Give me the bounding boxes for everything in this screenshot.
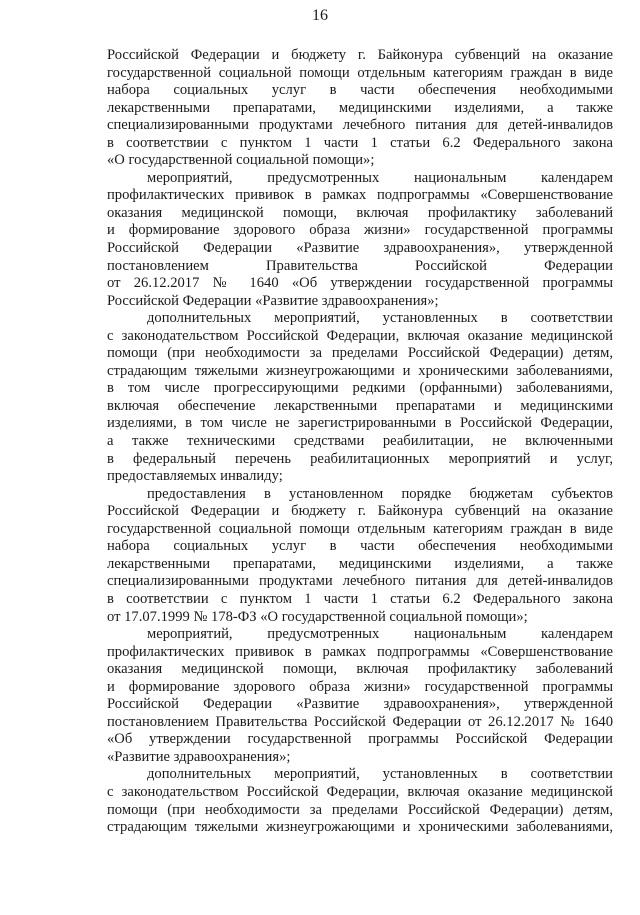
text-line: а также техническими средствами реабилитации, не включенными bbox=[107, 433, 613, 450]
text-line: и формирование здорового образа жизни» государственной программы bbox=[107, 222, 613, 239]
text-line: Российской Федерации «Развитие здравоохранения», утвержденной bbox=[107, 240, 613, 257]
text-line: помощи (при необходимости за пределами Российской Федерации) детям, bbox=[107, 345, 613, 362]
text-line: изделиями, в том числе не зарегистрированными в Российской Федерации, bbox=[107, 415, 613, 432]
text-line: с законодательством Российской Федерации, включая оказание медицинской bbox=[107, 327, 613, 344]
text-line: оказания медицинской помощи, включая профилактику заболеваний bbox=[107, 661, 613, 678]
page-number: 16 bbox=[312, 7, 328, 24]
text-line: помощи (при необходимости за пределами Российской Федерации) детям, bbox=[107, 801, 613, 818]
text-line: Российской Федерации «Развитие здравоохранения»; bbox=[107, 292, 439, 309]
text-line: Российской Федерации «Развитие здравоохранения», утвержденной bbox=[107, 696, 613, 713]
text-line: профилактических прививок в рамках подпрограммы «Совершенствование bbox=[107, 643, 613, 660]
text-line: предоставления в установленном порядке бюджетам субъектов bbox=[147, 485, 613, 502]
text-line: в соответствии с пунктом 1 части 1 статьи 6.2 Федерального закона bbox=[107, 134, 613, 151]
paragraph bbox=[107, 310, 613, 485]
paragraph bbox=[107, 486, 613, 626]
text-line: от 17.07.1999 № 178-ФЗ «О государственной социальной помощи»; bbox=[107, 608, 528, 625]
paragraph bbox=[107, 766, 613, 836]
text-line: от 26.12.2017 № 1640 «Об утверждении государственной программы bbox=[107, 275, 613, 292]
text-line: страдающим тяжелыми жизнеугрожающими и хроническими заболеваниями, bbox=[107, 819, 613, 836]
text-line: и формирование здорового образа жизни» государственной программы bbox=[107, 678, 613, 695]
text-line: мероприятий, предусмотренных национальным календарем bbox=[147, 626, 613, 643]
text-line: дополнительных мероприятий, установленных в соответствии bbox=[147, 766, 613, 783]
text-line: профилактических прививок в рамках подпрограммы «Совершенствование bbox=[107, 187, 613, 204]
text-line: постановлением Правительства Российской Федерации bbox=[107, 257, 613, 274]
text-line: в том числе прогрессирующими редкими (орфанными) заболеваниями, bbox=[107, 380, 613, 397]
text-line: лекарственными препаратами, медицинскими изделиями, а также bbox=[107, 99, 613, 116]
text-line: постановлением Правительства Российской Федерации от 26.12.2017 № 1640 bbox=[107, 713, 613, 730]
text-line: набора социальных услуг в части обеспечения необходимыми bbox=[107, 538, 613, 555]
text-line: оказания медицинской помощи, включая профилактику заболеваний bbox=[107, 204, 613, 221]
text-line: «О государственной социальной помощи»; bbox=[107, 152, 375, 169]
text-line: лекарственными препаратами, медицинскими изделиями, а также bbox=[107, 555, 613, 572]
paragraph bbox=[107, 626, 613, 766]
text-line: набора социальных услуг в части обеспечения необходимыми bbox=[107, 82, 613, 99]
text-line: государственной социальной помощи отдельным категориям граждан в виде bbox=[107, 64, 613, 81]
text-line: специализированными продуктами лечебного питания для детей-инвалидов bbox=[107, 573, 613, 590]
text-line: специализированными продуктами лечебного питания для детей-инвалидов bbox=[107, 117, 613, 134]
text-line: в федеральный перечень реабилитационных мероприятий и услуг, bbox=[107, 450, 613, 467]
text-line: с законодательством Российской Федерации, включая оказание медицинской bbox=[107, 783, 613, 800]
paragraph bbox=[107, 47, 613, 170]
text-line: Российской Федерации и бюджету г. Байконура субвенций на оказание bbox=[107, 47, 613, 63]
document-body bbox=[107, 47, 613, 837]
text-line: «Развитие здравоохранения»; bbox=[107, 748, 291, 765]
text-line: дополнительных мероприятий, установленных в соответствии bbox=[147, 310, 613, 327]
text-line: Российской Федерации и бюджету г. Байконура субвенций на оказание bbox=[107, 503, 613, 520]
text-line: государственной социальной помощи отдельным категориям граждан в виде bbox=[107, 520, 613, 537]
text-line: страдающим тяжелыми жизнеугрожающими и хроническими заболеваниями, bbox=[107, 362, 613, 379]
text-line: предоставляемых инвалиду; bbox=[107, 468, 283, 485]
text-line: «Об утверждении государственной программы Российской Федерации bbox=[107, 731, 613, 748]
text-line: в соответствии с пунктом 1 части 1 статьи 6.2 Федерального закона bbox=[107, 590, 613, 607]
paragraph bbox=[107, 170, 613, 310]
text-line: включая обеспечение лекарственными препаратами и медицинскими bbox=[107, 397, 613, 414]
text-line: мероприятий, предусмотренных национальным календарем bbox=[147, 169, 613, 186]
